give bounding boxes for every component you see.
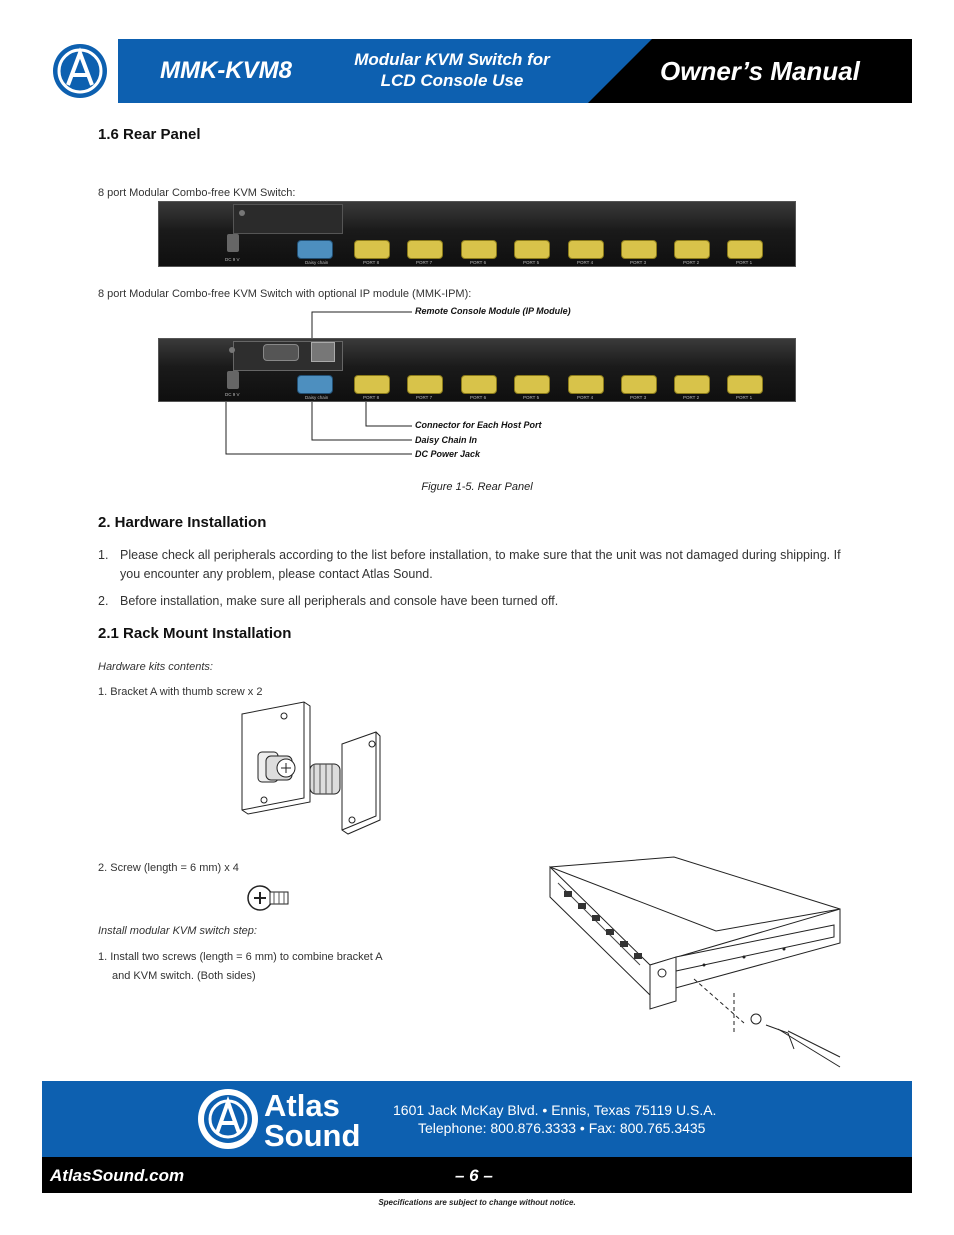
kits-label: Hardware kits contents:: [98, 661, 213, 673]
screw-icon: [246, 880, 292, 916]
host-port: [674, 375, 710, 394]
item-text: Please check all peripherals according to the list before installation, to make sure that the unit was not damaged during shipping. If you encounter any problem, please contact Atlas Sound.: [120, 548, 841, 581]
brand-bottom: Sound: [264, 1118, 361, 1152]
rack-mount-heading: 2.1 Rack Mount Installation: [98, 625, 292, 642]
dc-label: DC 9 V: [225, 392, 240, 397]
footer-address-line1: 1601 Jack McKay Blvd. • Ennis, Texas 75119 U.S.A.: [393, 1102, 717, 1118]
daisy-label: Daisy chain: [305, 395, 329, 400]
figure-caption: Figure 1-5. Rear Panel: [421, 481, 533, 493]
model-name: MMK-KVM8: [160, 57, 292, 84]
port-label: PORT 3: [630, 260, 647, 265]
port-label: PORT 6: [470, 395, 487, 400]
panel1-caption: 8 port Modular Combo-free KVM Switch:: [98, 187, 296, 199]
install-item: [98, 592, 858, 611]
host-port: [568, 375, 604, 394]
page-number: – 6 –: [455, 1166, 493, 1185]
item-text: Before installation, make sure all peripherals and console have been turned off.: [120, 594, 559, 608]
host-port: [407, 375, 443, 394]
kvm-install-illustration: [544, 853, 844, 1071]
manual-title: Owner’s Manual: [660, 56, 860, 86]
port-label: PORT 8: [363, 395, 380, 400]
daisy-label: Daisy chain: [305, 260, 329, 265]
item-number: 2.: [98, 594, 109, 608]
port-label: PORT 1: [736, 395, 753, 400]
port-label: PORT 4: [577, 395, 594, 400]
port-label: PORT 5: [523, 260, 540, 265]
daisy-chain-port: [297, 375, 333, 394]
host-port: [461, 375, 497, 394]
footer-address-line2: Telephone: 800.876.3333 • Fax: 800.765.3435: [418, 1120, 706, 1136]
dc-label: DC 9 V: [225, 257, 240, 262]
callout-daisy-in: Daisy Chain In: [415, 435, 478, 445]
callout-ip-module: Remote Console Module (IP Module): [415, 306, 571, 316]
host-port: [354, 375, 390, 394]
kit-item-2: 2. Screw (length = 6 mm) x 4: [98, 862, 239, 874]
port-label: PORT 8: [363, 260, 380, 265]
port-label: PORT 7: [416, 395, 433, 400]
port-label: PORT 5: [523, 395, 540, 400]
panel-screw: [229, 347, 235, 353]
ip-console-port: [263, 344, 299, 361]
step-1-line1: 1. Install two screws (length = 6 mm) to combine bracket A: [98, 951, 383, 963]
hardware-install-heading: 2. Hardware Installation: [98, 514, 267, 531]
host-port: [514, 375, 550, 394]
item-number: 1.: [98, 548, 109, 562]
port-label: PORT 3: [630, 395, 647, 400]
host-port: [727, 375, 763, 394]
rear-panel-heading: 1.6 Rear Panel: [98, 126, 201, 143]
disclaimer: Specifications are subject to change without notice.: [378, 1198, 576, 1207]
atlas-sound-logo: [196, 1086, 392, 1152]
kit-item-1: 1. Bracket A with thumb screw x 2: [98, 686, 263, 698]
host-port: [621, 375, 657, 394]
install-item: [98, 546, 858, 584]
ethernet-port-icon: [311, 342, 335, 362]
callout-dc-jack: DC Power Jack: [415, 449, 481, 459]
dc-jack-icon: [227, 371, 239, 389]
port-label: PORT 4: [577, 260, 594, 265]
rear-panel-with-ip: [158, 338, 796, 402]
callout-host-port: Connector for Each Host Port: [415, 420, 542, 430]
port-label: PORT 1: [736, 260, 753, 265]
footer-blue-band: [42, 1081, 912, 1157]
panel2-caption: 8 port Modular Combo-free KVM Switch with optional IP module (MMK-IPM):: [98, 288, 472, 300]
step-1-line2: and KVM switch. (Both sides): [112, 970, 256, 982]
port-label: PORT 2: [683, 395, 700, 400]
port-label: PORT 2: [683, 260, 700, 265]
port-label: PORT 6: [470, 260, 487, 265]
step-label: Install modular KVM switch step:: [98, 925, 257, 937]
brand-top: Atlas: [264, 1088, 340, 1123]
bracket-illustration: [236, 700, 386, 840]
website-link[interactable]: AtlasSound.com: [50, 1166, 185, 1185]
subtitle-line2: LCD Console Use: [380, 71, 524, 90]
subtitle-line1: Modular KVM Switch for: [354, 50, 550, 69]
port-label: PORT 7: [416, 260, 433, 265]
